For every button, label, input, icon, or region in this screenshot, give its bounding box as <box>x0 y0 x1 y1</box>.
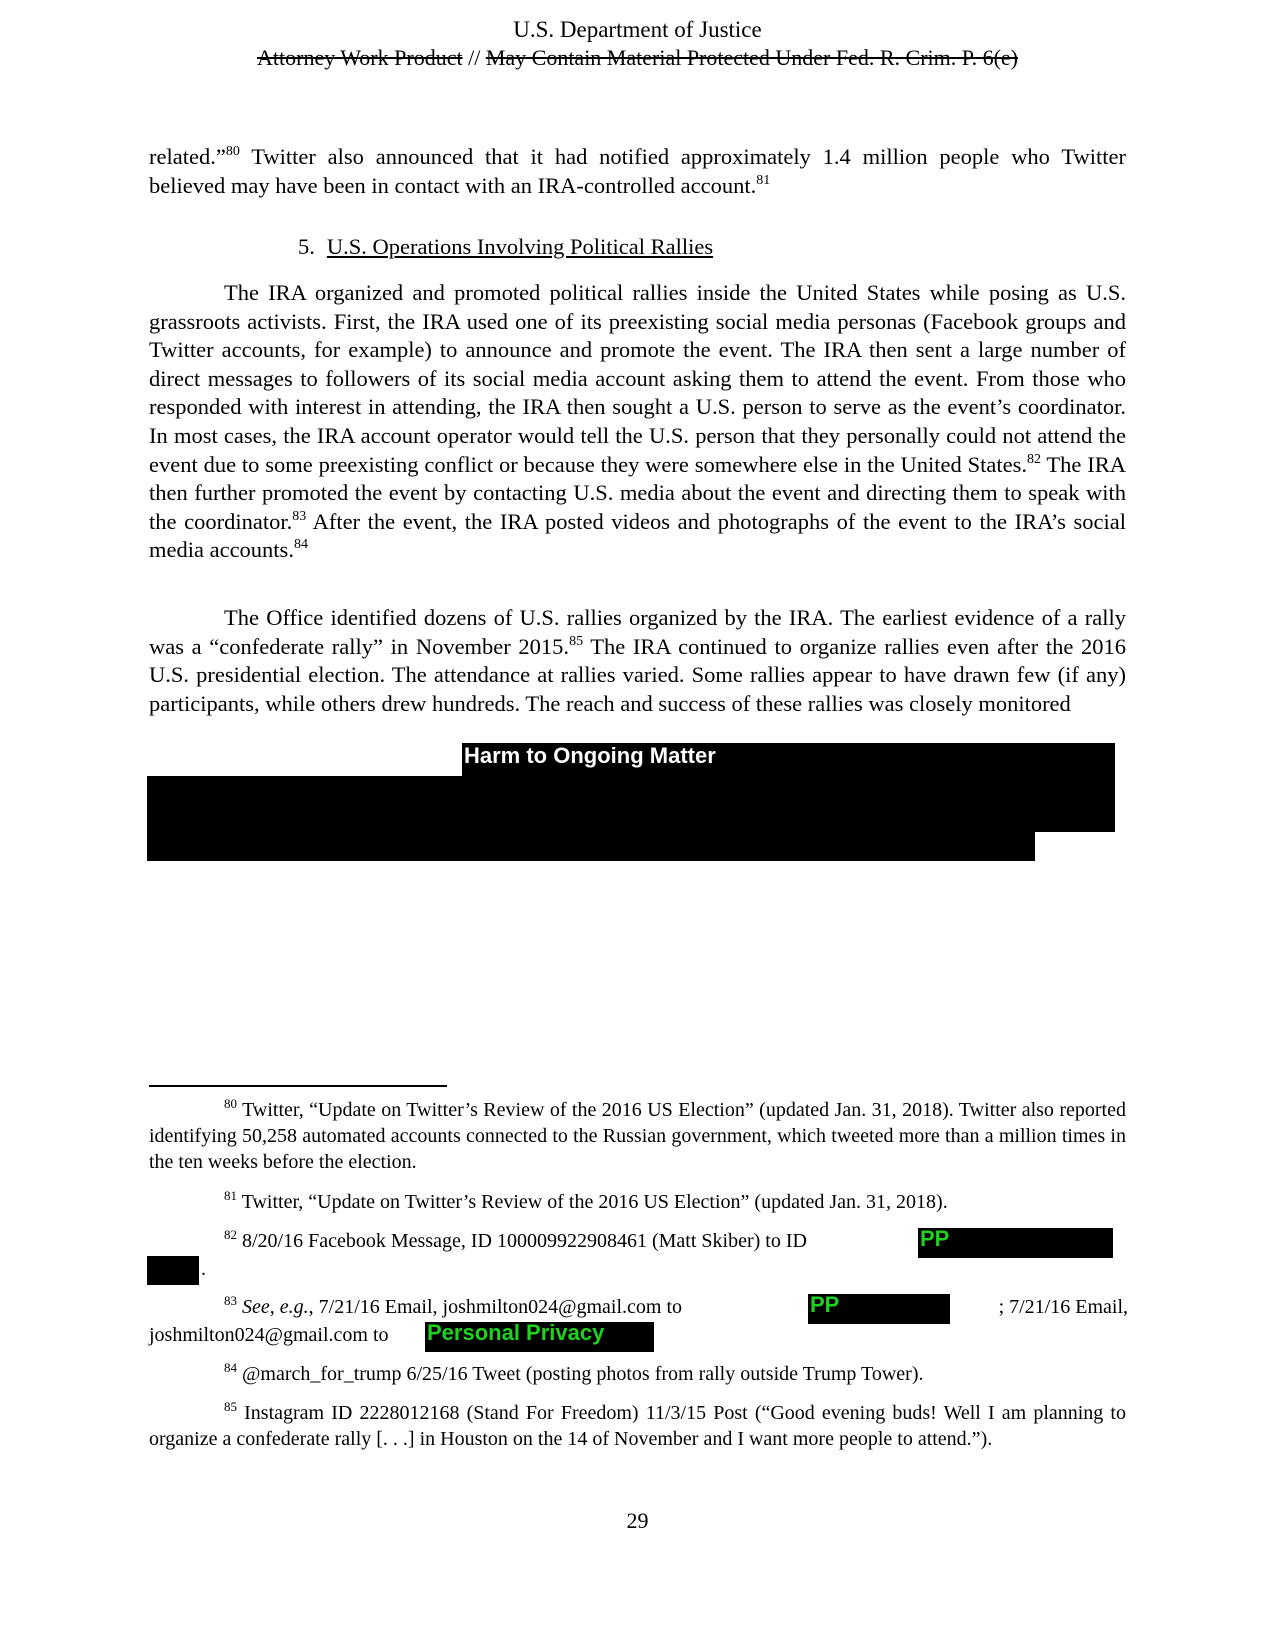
footnote-81-wrap <box>149 1189 1126 1215</box>
para1-text-a: related.” <box>149 144 226 169</box>
page-header <box>0 16 1275 72</box>
redaction-block-pp-fn82-cont <box>147 1256 199 1285</box>
redaction-block-pp-fn82 <box>918 1228 1113 1258</box>
footnote-84 <box>149 1361 1126 1387</box>
section-number: 5. <box>298 234 315 259</box>
footnote-text: Twitter, “Update on Twitter’s Review of the 2016 US Election” (updated Jan. 31, 2018). <box>237 1191 948 1213</box>
footnote-number: 84 <box>224 1360 237 1375</box>
footnote-ref-82[interactable]: 82 <box>1026 451 1041 467</box>
footnote-83-line2 <box>149 1322 429 1348</box>
redaction-block-hom-line2 <box>147 776 1115 832</box>
footnote-82-end <box>201 1256 231 1282</box>
footnote-text-b-line1: ; 7/21/16 Email, <box>998 1296 1128 1318</box>
footnote-number: 81 <box>224 1188 237 1203</box>
page-number: 29 <box>626 1508 649 1533</box>
footnote-81 <box>149 1189 1126 1215</box>
redaction-block-hom-line1 <box>462 743 1115 777</box>
footnote-ref-80[interactable]: 80 <box>225 144 240 159</box>
para2-text-b: The IRA then further promoted the event by contacting U.S. media about the event and directing them to speak with the coordinator. <box>149 451 1126 534</box>
footnote-number: 80 <box>224 1096 237 1111</box>
footnote-85 <box>149 1400 1126 1452</box>
marking-separator: // <box>462 45 486 70</box>
footnote-text: Instagram ID 2228012168 (Stand For Freedom) 11/3/15 Post (“Good evening buds! Well I am planning to organize a confederate rally [. . .] in Houston on the 14 of November and I want more people to attend.”). <box>149 1402 1126 1450</box>
footnote-end-punctuation: . <box>201 1258 206 1280</box>
redaction-block-hom-line3 <box>147 831 1035 861</box>
footnote-text: 8/20/16 Facebook Message, ID 100009922908461 (Matt Skiber) to ID <box>237 1230 807 1252</box>
footnote-ref-84[interactable]: 84 <box>293 537 308 553</box>
marking-work-product: Attorney Work Product <box>257 45 463 70</box>
footnote-ref-85[interactable]: 85 <box>569 633 584 649</box>
footnote-84-wrap <box>149 1361 1126 1387</box>
redaction-label-pp: PP <box>920 1226 950 1251</box>
section-title: U.S. Operations Involving Political Rallies <box>326 234 714 259</box>
marking-grand-jury: May Contain Material Protected Under Fed. R. Crim. P. 6(e) <box>485 45 1018 70</box>
footnote-text: @march_for_trump 6/25/16 Tweet (posting photos from rally outside Trump Tower). <box>237 1363 924 1385</box>
footnote-number: 85 <box>224 1399 237 1414</box>
redaction-label-harm-to-ongoing-matter: Harm to Ongoing Matter <box>464 743 716 768</box>
footnote-number: 83 <box>224 1293 237 1308</box>
classification-marking <box>0 44 1275 72</box>
paragraph-3 <box>149 604 1126 718</box>
footnote-signal: See, e.g. <box>242 1296 309 1318</box>
paragraph-1 <box>149 143 1126 200</box>
agency-name: U.S. Department of Justice <box>513 17 762 42</box>
redaction-block-pp-fn83 <box>808 1294 950 1324</box>
para3-text-b: The IRA continued to organize rallies even after the 2016 U.S. presidential election. The attendance at rallies varied. Some rallies appear to have drawn few (if any) participants, while others drew hundreds. The reach and success of these rallies was closely monitored <box>149 633 1126 716</box>
footnote-separator <box>149 1085 447 1087</box>
redaction-label-pp: PP <box>810 1292 840 1317</box>
para2-text-a: The IRA organized and promoted political rallies inside the United States while posing as U.S. grassroots activists. First, the IRA used one of its preexisting social media personas (Facebook groups and Twitter accounts, for example) to announce and promote the event. The IRA then sent a large number of direct messages to followers of its social media account asking them to attend the event. From those who responded with interest in attending, the IRA then sought a U.S. person to serve as the event’s coordinator. In most cases, the IRA account operator would tell the U.S. person that they personally could not attend the event due to some preexisting conflict or because they were somewhere else in the United States. <box>149 280 1126 477</box>
section-heading <box>298 233 713 261</box>
para2-text-c: After the event, the IRA posted videos and photographs of the event to the IRA’s social media accounts. <box>149 508 1126 563</box>
redaction-block-personal-privacy <box>425 1322 654 1352</box>
para1-text-b: Twitter also announced that it had notified approximately 1.4 million people who Twitter believed may have been in contact with an IRA-controlled account. <box>149 144 1126 198</box>
para3-text-a: The Office identified dozens of U.S. rallies organized by the IRA. The earliest evidence of a rally was a “confederate rally” in November 2015. <box>149 605 1126 659</box>
footnote-80 <box>149 1097 1126 1175</box>
footnote-text-b-line2: joshmilton024@gmail.com to <box>149 1324 389 1346</box>
footnote-text: Twitter, “Update on Twitter’s Review of the 2016 US Election” (updated Jan. 31, 2018). Twitter also reported identifying 50,258 automated accounts connected to the Russian government, which tweeted more than a million times in the ten weeks before the election. <box>149 1099 1126 1173</box>
footnotes <box>149 1097 1126 1175</box>
footnote-ref-83[interactable]: 83 <box>292 508 307 524</box>
footnote-85-wrap <box>149 1400 1126 1452</box>
paragraph-2 <box>149 279 1126 565</box>
footnote-text-a: , 7/21/16 Email, joshmilton024@gmail.com to <box>308 1296 683 1318</box>
footnote-number: 82 <box>224 1227 237 1242</box>
redaction-label-personal-privacy: Personal Privacy <box>427 1320 605 1345</box>
footnote-ref-81[interactable]: 81 <box>756 172 771 188</box>
footnote-83-cont <box>952 1294 1128 1320</box>
